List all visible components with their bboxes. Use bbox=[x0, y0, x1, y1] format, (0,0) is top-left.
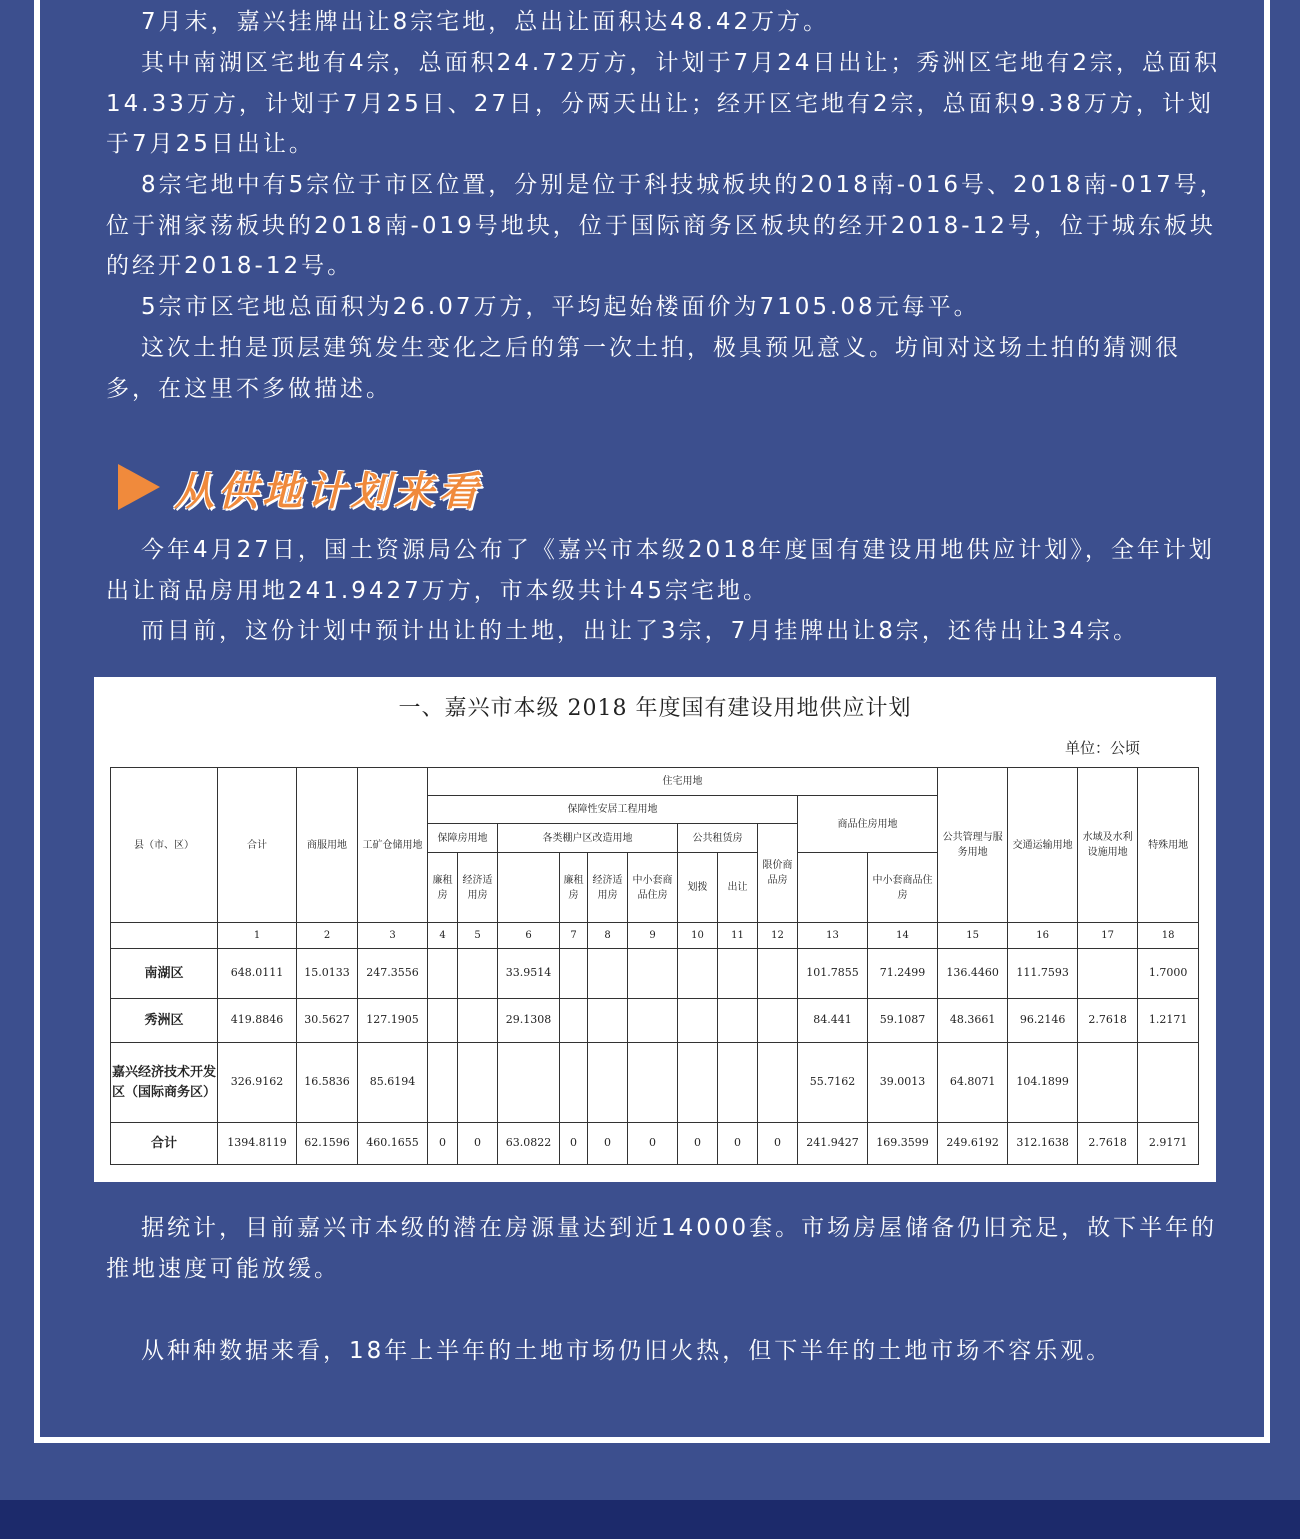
table-cell bbox=[498, 1043, 560, 1123]
index-cell: 3 bbox=[358, 923, 428, 949]
table-cell bbox=[428, 1043, 458, 1123]
table-cell: 55.7162 bbox=[798, 1043, 868, 1123]
table-row bbox=[111, 1043, 1199, 1123]
table-cell: 0 bbox=[560, 1123, 588, 1165]
table-cell: 419.8846 bbox=[218, 999, 297, 1043]
table-cell: 136.4460 bbox=[938, 949, 1008, 999]
index-cell: 7 bbox=[560, 923, 588, 949]
table-cell bbox=[628, 999, 678, 1043]
table-cell bbox=[458, 949, 498, 999]
header-special: 特殊用地 bbox=[1138, 768, 1199, 923]
header-affordable-housing: 保障房用地 bbox=[428, 824, 498, 853]
table-cell bbox=[718, 949, 758, 999]
index-cell: 5 bbox=[458, 923, 498, 949]
header-county: 县（市、区） bbox=[111, 768, 218, 923]
table-cell: 2.9171 bbox=[1138, 1123, 1199, 1165]
table-cell: 15.0133 bbox=[297, 949, 358, 999]
table-cell: 127.1905 bbox=[358, 999, 428, 1043]
index-cell: 2 bbox=[297, 923, 358, 949]
header-transfer: 出让 bbox=[718, 853, 758, 923]
index-cell: 17 bbox=[1078, 923, 1138, 949]
index-cell: 13 bbox=[798, 923, 868, 949]
table-cell: 460.1655 bbox=[358, 1123, 428, 1165]
paragraph-listing-summary: 7月末，嘉兴挂牌出让8宗宅地，总出让面积达48.42万方。 bbox=[141, 9, 830, 35]
index-cell: 10 bbox=[678, 923, 718, 949]
header-total: 合计 bbox=[218, 768, 297, 923]
index-cell: 8 bbox=[588, 923, 628, 949]
table-cell: 0 bbox=[458, 1123, 498, 1165]
supply-plan-figure bbox=[94, 677, 1216, 1182]
index-cell bbox=[111, 923, 218, 949]
footer-band bbox=[0, 1500, 1300, 1539]
header-small-medium: 中小套商品住房 bbox=[628, 853, 678, 923]
table-cell: 648.0111 bbox=[218, 949, 297, 999]
table-cell bbox=[560, 999, 588, 1043]
index-cell: 14 bbox=[868, 923, 938, 949]
supply-plan-table bbox=[110, 767, 1199, 1165]
table-cell bbox=[428, 999, 458, 1043]
table-cell bbox=[588, 1043, 628, 1123]
header-water: 水域及水利设施用地 bbox=[1078, 768, 1138, 923]
table-cell: 0 bbox=[678, 1123, 718, 1165]
paragraph-urban-area: 5宗市区宅地总面积为26.07万方，平均起始楼面价为7105.08元每平。 bbox=[141, 294, 980, 320]
table-cell bbox=[678, 949, 718, 999]
table-cell: 64.8071 bbox=[938, 1043, 1008, 1123]
figure-title: 一、嘉兴市本级 2018 年度国有建设用地供应计划 bbox=[398, 696, 912, 721]
table-cell: 33.9514 bbox=[498, 949, 560, 999]
index-cell: 6 bbox=[498, 923, 560, 949]
index-cell: 11 bbox=[718, 923, 758, 949]
table-cell: 85.6194 bbox=[358, 1043, 428, 1123]
table-cell: 48.3661 bbox=[938, 999, 1008, 1043]
table-cell bbox=[758, 1043, 798, 1123]
table-cell: 84.441 bbox=[798, 999, 868, 1043]
figure-unit: 单位：公顷 bbox=[1064, 739, 1140, 757]
row-district-name: 秀洲区 bbox=[111, 999, 218, 1043]
table-cell bbox=[678, 1043, 718, 1123]
index-cell: 4 bbox=[428, 923, 458, 949]
header-low-rent-2: 廉租房 bbox=[560, 853, 588, 923]
table-cell: 241.9427 bbox=[798, 1123, 868, 1165]
row-district-name: 嘉兴经济技术开发区（国际商务区） bbox=[111, 1043, 218, 1123]
header-shantytown: 各类棚户区改造用地 bbox=[498, 824, 678, 853]
header-economic-1: 经济适用房 bbox=[458, 853, 498, 923]
index-cell: 16 bbox=[1008, 923, 1078, 949]
header-public-rental: 公共租赁房 bbox=[678, 824, 758, 853]
header-commodity: 商品住房用地 bbox=[798, 796, 938, 853]
table-cell: 169.3599 bbox=[868, 1123, 938, 1165]
table-cell bbox=[628, 949, 678, 999]
table-cell bbox=[628, 1043, 678, 1123]
table-cell: 16.5836 bbox=[297, 1043, 358, 1123]
table-row bbox=[111, 949, 1199, 999]
table-cell: 0 bbox=[758, 1123, 798, 1165]
index-row bbox=[111, 923, 1199, 949]
table-cell: 249.6192 bbox=[938, 1123, 1008, 1165]
paragraph-plan-progress: 而目前，这份计划中预计出让的土地，出让了3宗，7月挂牌出让8宗，还待出让34宗。 bbox=[141, 618, 1140, 644]
header-commercial: 商服用地 bbox=[297, 768, 358, 923]
table-cell: 96.2146 bbox=[1008, 999, 1078, 1043]
table-cell bbox=[588, 999, 628, 1043]
table-cell: 2.7618 bbox=[1078, 999, 1138, 1043]
header-shantytown-blank bbox=[498, 853, 560, 923]
table-cell: 247.3556 bbox=[358, 949, 428, 999]
table-cell: 0 bbox=[588, 1123, 628, 1165]
table-cell bbox=[758, 949, 798, 999]
table-cell bbox=[678, 999, 718, 1043]
table-cell: 2.7618 bbox=[1078, 1123, 1138, 1165]
table-cell bbox=[1138, 1043, 1199, 1123]
paragraph-significance: 这次土拍是顶层建筑发生变化之后的第一次土拍，极具预见意义。坊间对这场土拍的猜测很多，在这里不多做描述。 bbox=[106, 335, 1181, 402]
table-cell: 62.1596 bbox=[297, 1123, 358, 1165]
header-affordable: 保障性安居工程用地 bbox=[428, 796, 798, 824]
header-economic-2: 经济适用房 bbox=[588, 853, 628, 923]
table-cell bbox=[560, 949, 588, 999]
table-row bbox=[111, 1123, 1199, 1165]
table-cell bbox=[718, 1043, 758, 1123]
table-cell: 312.1638 bbox=[1008, 1123, 1078, 1165]
table-cell: 59.1087 bbox=[868, 999, 938, 1043]
table-cell bbox=[758, 999, 798, 1043]
header-public-service: 公共管理与服务用地 bbox=[938, 768, 1008, 923]
table-cell bbox=[458, 999, 498, 1043]
table-cell: 63.0822 bbox=[498, 1123, 560, 1165]
play-arrow-icon bbox=[118, 464, 160, 510]
table-cell bbox=[428, 949, 458, 999]
paragraph-urban-plots: 8宗宅地中有5宗位于市区位置，分别是位于科技城板块的2018南-016号、2018南-017号，位于湘家荡板块的2018南-019号地块，位于国际商务区板块的经开2018-12号，位于城东板块的经开2018-12号。 bbox=[106, 172, 1226, 279]
table-cell bbox=[718, 999, 758, 1043]
header-commodity-blank bbox=[798, 853, 868, 923]
header-small-medium-commodity: 中小套商品住房 bbox=[868, 853, 938, 923]
table-cell: 101.7855 bbox=[798, 949, 868, 999]
paragraph-housing-stock: 据统计，目前嘉兴市本级的潜在房源量达到近14000套。市场房屋储备仍旧充足，故下半年的推地速度可能放缓。 bbox=[106, 1215, 1218, 1282]
index-cell: 1 bbox=[218, 923, 297, 949]
table-row bbox=[111, 999, 1199, 1043]
paragraph-district-breakdown: 其中南湖区宅地有4宗，总面积24.72万方，计划于7月24日出让；秀洲区宅地有2宗，总面积14.33万方，计划于7月25日、27日，分两天出让；经开区宅地有2宗，总面积9.38万方，计划于7月25日出让。 bbox=[106, 50, 1221, 157]
table-cell: 111.7593 bbox=[1008, 949, 1078, 999]
table-cell: 326.9162 bbox=[218, 1043, 297, 1123]
table-cell: 1394.8119 bbox=[218, 1123, 297, 1165]
table-cell: 1.7000 bbox=[1138, 949, 1199, 999]
table-cell: 39.0013 bbox=[868, 1043, 938, 1123]
header-residential: 住宅用地 bbox=[428, 768, 938, 796]
index-cell: 12 bbox=[758, 923, 798, 949]
table-cell: 71.2499 bbox=[868, 949, 938, 999]
table-cell: 29.1308 bbox=[498, 999, 560, 1043]
table-cell: 0 bbox=[428, 1123, 458, 1165]
index-cell: 15 bbox=[938, 923, 1008, 949]
table-cell bbox=[588, 949, 628, 999]
table-cell bbox=[1078, 1043, 1138, 1123]
table-cell: 104.1899 bbox=[1008, 1043, 1078, 1123]
row-district-name: 南湖区 bbox=[111, 949, 218, 999]
table-cell bbox=[458, 1043, 498, 1123]
table-cell bbox=[1078, 949, 1138, 999]
header-low-rent-1: 廉租房 bbox=[428, 853, 458, 923]
paragraph-conclusion: 从种种数据来看，18年上半年的土地市场仍旧火热，但下半年的土地市场不容乐观。 bbox=[141, 1338, 1113, 1364]
table-cell: 0 bbox=[718, 1123, 758, 1165]
table-cell bbox=[560, 1043, 588, 1123]
header-allocation: 划拨 bbox=[678, 853, 718, 923]
header-industrial: 工矿仓储用地 bbox=[358, 768, 428, 923]
paragraph-supply-plan: 今年4月27日，国土资源局公布了《嘉兴市本级2018年度国有建设用地供应计划》，全年计划出让商品房用地241.9427万方，市本级共计45宗宅地。 bbox=[106, 537, 1215, 604]
table-cell: 0 bbox=[628, 1123, 678, 1165]
section-heading-title: 从供地计划来看 bbox=[174, 469, 482, 515]
table-cell: 30.5627 bbox=[297, 999, 358, 1043]
header-transport: 交通运输用地 bbox=[1008, 768, 1078, 923]
header-price-limited: 限价商品房 bbox=[758, 824, 798, 923]
index-cell: 18 bbox=[1138, 923, 1199, 949]
row-district-name: 合计 bbox=[111, 1123, 218, 1165]
index-cell: 9 bbox=[628, 923, 678, 949]
table-cell: 1.2171 bbox=[1138, 999, 1199, 1043]
